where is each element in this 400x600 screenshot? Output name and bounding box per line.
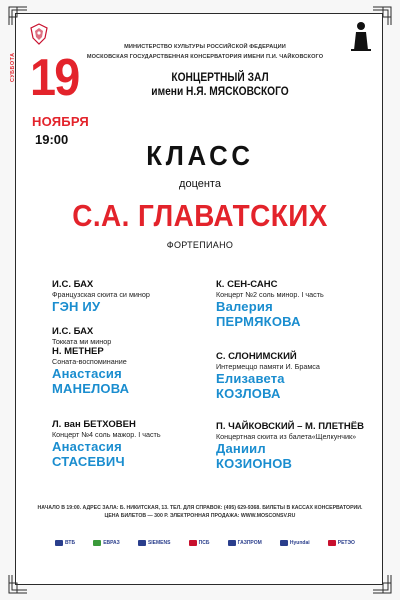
sponsor-strip xyxy=(55,536,355,550)
corner-ornament-icon xyxy=(7,573,29,595)
sponsor-logo xyxy=(280,540,310,546)
concert-title: КЛАСС xyxy=(146,140,254,171)
sponsor-name: Hyundai xyxy=(289,540,310,546)
ministry-name: МИНИСТЕРСТВО КУЛЬТУРЫ РОССИЙСКОЙ ФЕДЕРАЦИИ xyxy=(124,44,286,50)
performer: ГЭН ИУ xyxy=(52,299,101,314)
composer: С. СЛОНИМСКИЙ xyxy=(216,351,297,362)
concert-time: 19:00 xyxy=(35,132,69,147)
composer: Н. МЕТНЕР xyxy=(52,346,104,357)
composer: Л. ван БЕТХОВЕН xyxy=(52,419,136,430)
concert-day: 19 xyxy=(30,49,79,107)
sponsor-logo xyxy=(228,540,262,546)
instrument: ФОРТЕПИАНО xyxy=(166,240,234,250)
composer: К. СЕН-САНС xyxy=(216,279,278,290)
corner-ornament-icon xyxy=(371,573,393,595)
hall-name-line: имени Н.Я. МЯСКОВСКОГО xyxy=(151,84,289,98)
work: Концерт №4 соль мажор. I часть xyxy=(52,430,161,439)
sponsor-name: ГАЗПРОМ xyxy=(237,540,262,546)
work: Концерт №2 соль минор. I часть xyxy=(216,290,324,299)
sponsor-mark-icon xyxy=(55,540,63,546)
performer-last-name: МАНЕЛОВА xyxy=(52,381,130,396)
sponsor-name: РЕТЭО xyxy=(337,540,355,546)
sponsor-name: ПСБ xyxy=(198,540,210,546)
composer: И.С. БАХ xyxy=(52,326,94,337)
sponsor-logo xyxy=(328,540,355,546)
work: Французская сюита си минор xyxy=(52,290,150,299)
work: Концертная сюита из балета«Щелкунчик» xyxy=(216,432,357,441)
concert-month: НОЯБРЯ xyxy=(32,114,89,129)
program-item xyxy=(216,351,320,401)
performer-last-name: СТАСЕВИЧ xyxy=(52,454,125,469)
performer-last-name: КОЗЛОВА xyxy=(216,386,281,401)
hall-name-line: КОНЦЕРТНЫЙ ЗАЛ xyxy=(171,70,269,84)
sponsor-name: ВТБ xyxy=(65,540,76,546)
work: Токката ми минор xyxy=(52,337,112,346)
corner-ornament-icon xyxy=(7,5,29,27)
program-item xyxy=(52,326,129,396)
sponsor-name: SIEMENS xyxy=(147,540,171,546)
performer-last-name: КОЗИОНОВ xyxy=(216,456,293,471)
performer-last-name: ПЕРМЯКОВА xyxy=(216,314,301,329)
performer-first-name: Даниил xyxy=(216,441,266,456)
sponsor-mark-icon xyxy=(228,540,236,546)
work: Соната-воспоминание xyxy=(52,357,127,366)
sponsor-mark-icon xyxy=(138,540,146,546)
performer-first-name: Валерия xyxy=(216,299,273,314)
teacher-name: С.А. ГЛАВАТСКИХ xyxy=(72,198,328,233)
performer-first-name: Анастасия xyxy=(52,439,122,454)
sponsor-logo xyxy=(138,540,171,546)
program-item xyxy=(52,279,150,314)
sponsor-mark-icon xyxy=(328,540,336,546)
conservatory-name: МОСКОВСКАЯ ГОСУДАРСТВЕННАЯ КОНСЕРВАТОРИЯ ИМЕНИ П.И. ЧАЙКОВСКОГО xyxy=(86,54,324,60)
ministry-emblem-icon xyxy=(28,22,50,48)
sponsor-mark-icon xyxy=(93,540,101,546)
sponsor-logo xyxy=(189,540,210,546)
footer-info: НАЧАЛО В 19:00. АДРЕС ЗАЛА: Б. НИКИТСКАЯ, 13. ТЕЛ. ДЛЯ СПРАВОК: (495) 629-9368. БИЛЕТЫ В КАССАХ КОНСЕРВАТОРИИ. xyxy=(37,505,363,511)
hall-name xyxy=(118,70,322,98)
program-item xyxy=(52,419,161,469)
performer-first-name: Елизавета xyxy=(216,371,285,386)
sponsor-mark-icon xyxy=(189,540,197,546)
sponsor-logo xyxy=(55,540,75,546)
teacher-title: доцента xyxy=(179,178,221,190)
sponsor-mark-icon xyxy=(280,540,288,546)
performer-first-name: Анастасия xyxy=(52,366,122,381)
sponsor-name: ЕВРАЗ xyxy=(103,540,120,546)
composer: П. ЧАЙКОВСКИЙ – М. ПЛЕТНЁВ xyxy=(216,421,364,432)
composer: И.С. БАХ xyxy=(52,279,94,290)
program-item xyxy=(216,279,324,329)
sponsor-logo xyxy=(93,540,120,546)
program-item xyxy=(216,421,364,471)
footer-tickets: ЦЕНА БИЛЕТОВ — 300 Р. ЭЛЕКТРОННАЯ ПРОДАЖА: WWW.MOSCONSV.RU xyxy=(104,513,296,519)
work: Интермеццо памяти И. Брамса xyxy=(216,362,320,371)
corner-ornament-icon xyxy=(371,5,393,27)
concert-weekday: СУББОТА xyxy=(10,52,16,82)
conservatory-logo-icon xyxy=(348,20,374,52)
